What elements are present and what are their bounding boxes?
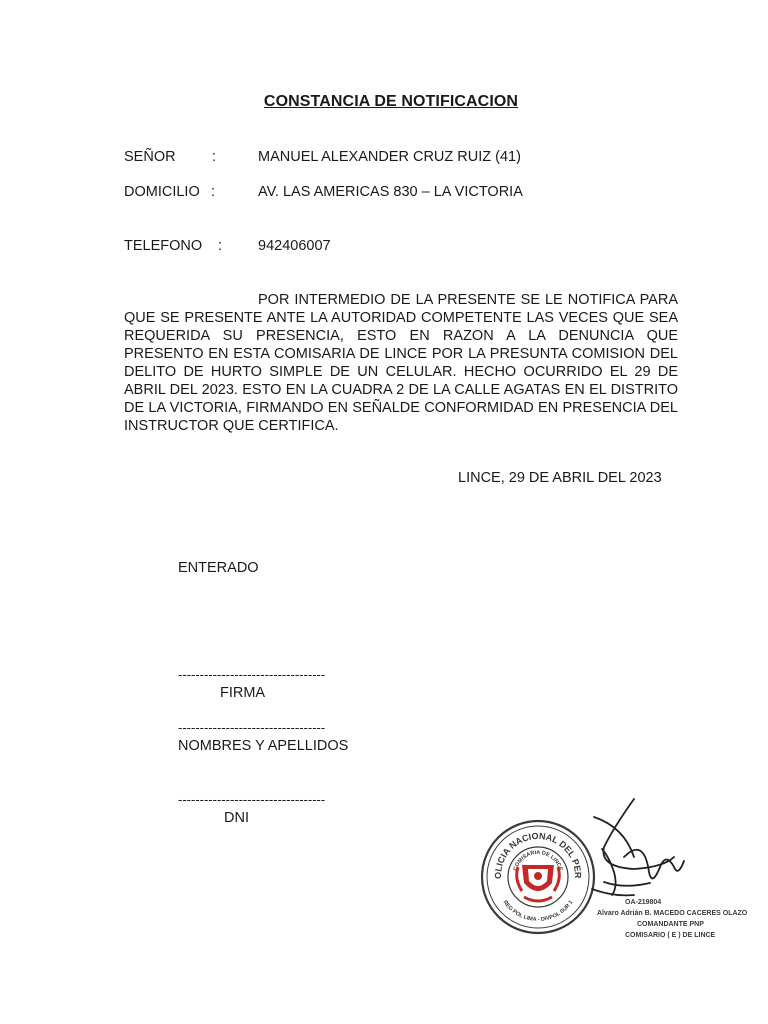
field-label-telefono: TELEFONO: [124, 238, 203, 254]
stamp-bottom-text: REG POL LIMA - DIVPOL SUR 1: [501, 899, 575, 924]
officer-rank: COMANDANTE PNP: [637, 921, 704, 928]
signature-label-firma: FIRMA: [220, 685, 266, 701]
field-value-telefono: 942406007: [258, 238, 331, 254]
emblem-icon: [517, 865, 560, 901]
field-colon-telefono: :: [218, 238, 223, 254]
field-value-domicilio: AV. LAS AMERICAS 830 – LA VICTORIA: [258, 184, 523, 200]
officer-name: Alvaro Adrián B. MACEDO CACERES OLAZO: [597, 910, 748, 917]
stamp-inner-text: COMISARIA DE LINCE: [512, 849, 564, 872]
field-colon-senor: :: [212, 149, 217, 165]
field-value-senor: MANUEL ALEXANDER CRUZ RUIZ (41): [258, 149, 521, 165]
stamp-outer-text: OLICIA NACIONAL DEL PER: [492, 830, 584, 880]
place-date: LINCE, 29 DE ABRIL DEL 2023: [458, 470, 662, 486]
field-label-domicilio: DOMICILIO: [124, 184, 200, 200]
notification-body: POR INTERMEDIO DE LA PRESENTE SE LE NOTIFICA PARA QUE SE PRESENTE ANTE LA AUTORIDAD COMPETENTE LAS VECES QUE SEA REQUERIDA SU PRESENCIA, ESTO EN RAZON A LA DENUNCIA QUE PRESENTO EN ESTA COMISARIA DE LINCE POR LA PRESUNTA COMISION DEL DELITO DE HURTO SIMPLE DE UN CELULAR. HECHO OCURRIDO EL 29 DE ABRIL DEL 2023. ESTO EN LA CUADRA 2 DE LA CALLE AGATAS EN EL DISTRITO DE LA VICTORIA, FIRMANDO EN SEÑALDE CONFORMIDAD EN PRESENCIA DEL INSTRUCTOR QUE CERTIFICA.: [124, 292, 678, 434]
enterado-label: ENTERADO: [178, 560, 259, 576]
svg-text:REG POL LIMA - DIVPOL SUR 1: [502, 900, 575, 923]
signature-label-dni: DNI: [224, 810, 249, 826]
officer-code: OA-219804: [625, 899, 662, 906]
field-colon-domicilio: :: [211, 184, 216, 200]
document-title: CONSTANCIA DE NOTIFICACION: [263, 93, 519, 110]
signature-label-nombres: NOMBRES Y APELLIDOS: [178, 738, 349, 754]
police-stamp: [474, 797, 768, 955]
signature-line-nombres: ----------------------------------: [178, 720, 326, 735]
officer-role: COMISARIO ( E ) DE LINCE: [625, 932, 716, 939]
field-label-senor: SEÑOR: [124, 149, 176, 165]
signature-line-firma: ----------------------------------: [178, 667, 326, 682]
signature-line-dni: ----------------------------------: [178, 792, 326, 807]
handwritten-signature: [592, 799, 684, 895]
